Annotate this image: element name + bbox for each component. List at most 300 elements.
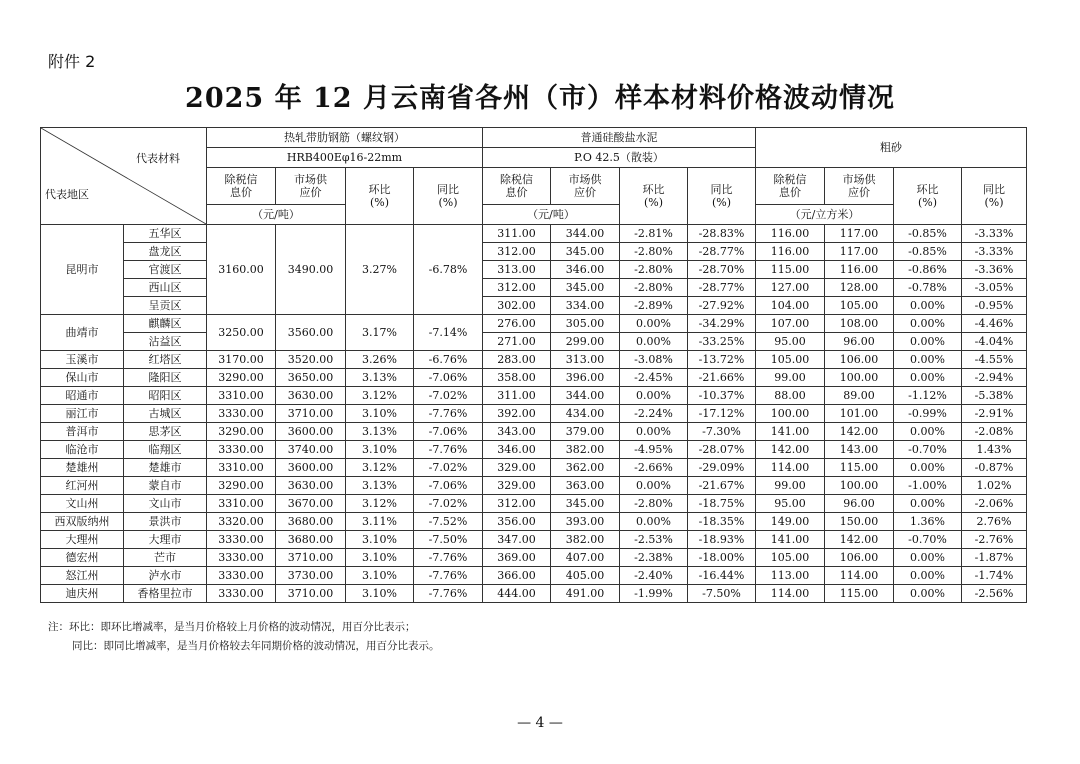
cement-market-cell: 393.00 <box>551 513 620 531</box>
steel-tax-cell: 3310.00 <box>207 495 276 513</box>
sand-tax-cell: 104.00 <box>756 297 825 315</box>
cement-mom-cell: 0.00% <box>620 387 688 405</box>
steel-tax-cell: 3330.00 <box>207 405 276 423</box>
cement-market-cell: 305.00 <box>551 315 620 333</box>
header-line: 市场供 <box>842 172 876 186</box>
sand-mom-cell: -0.86% <box>894 261 962 279</box>
steel-mom-cell: 3.26% <box>346 351 414 369</box>
cement-market-cell: 334.00 <box>551 297 620 315</box>
steel-yoy-cell: -7.76% <box>414 585 483 603</box>
city-cell: 西双版纳州 <box>41 513 124 531</box>
cement-tax-cell: 356.00 <box>483 513 551 531</box>
steel-market-cell: 3740.00 <box>276 441 346 459</box>
cement-tax-cell: 369.00 <box>483 549 551 567</box>
district-cell: 大理市 <box>124 531 207 549</box>
sand-tax-cell: 142.00 <box>756 441 825 459</box>
district-cell: 临翔区 <box>124 441 207 459</box>
sand-market-cell: 108.00 <box>825 315 894 333</box>
sand-yoy-cell: -3.33% <box>962 225 1027 243</box>
cement-tax-cell: 312.00 <box>483 243 551 261</box>
sand-market-cell: 128.00 <box>825 279 894 297</box>
sand-yoy-cell: -4.04% <box>962 333 1027 351</box>
attachment-label: 附件 2 <box>48 52 96 71</box>
steel-yoy-cell: -7.02% <box>414 495 483 513</box>
cement-market-cell: 346.00 <box>551 261 620 279</box>
sand-market-cell: 143.00 <box>825 441 894 459</box>
city-cell: 楚雄州 <box>41 459 124 477</box>
sand-mom-cell: -1.12% <box>894 387 962 405</box>
sand-unit-header <box>756 205 894 225</box>
unit-label: （元/立方米） <box>789 207 860 221</box>
steel-yoy-cell: -7.06% <box>414 423 483 441</box>
steel-yoy-header <box>414 168 483 225</box>
cement-yoy-cell: -13.72% <box>688 351 756 369</box>
city-cell: 昆明市 <box>41 225 124 315</box>
cement-yoy-cell: -27.92% <box>688 297 756 315</box>
header-line: (%) <box>369 196 390 209</box>
sand-market-cell: 150.00 <box>825 513 894 531</box>
cement-yoy-cell: -28.83% <box>688 225 756 243</box>
steel-market-cell: 3630.00 <box>276 387 346 405</box>
cement-tax-cell: 346.00 <box>483 441 551 459</box>
cement-mom-cell: -2.80% <box>620 495 688 513</box>
district-cell: 蒙自市 <box>124 477 207 495</box>
cement-tax-cell: 392.00 <box>483 405 551 423</box>
cement-tax-cell: 276.00 <box>483 315 551 333</box>
header-line: (%) <box>643 196 664 209</box>
district-cell: 思茅区 <box>124 423 207 441</box>
steel-mom-cell: 3.10% <box>346 531 414 549</box>
cement-tax-cell: 444.00 <box>483 585 551 603</box>
cement-mom-cell: 0.00% <box>620 333 688 351</box>
sand-mom-cell: 1.36% <box>894 513 962 531</box>
steel-mom-cell: 3.10% <box>346 549 414 567</box>
steel-market-cell: 3710.00 <box>276 549 346 567</box>
city-cell: 丽江市 <box>41 405 124 423</box>
sand-yoy-cell: -2.76% <box>962 531 1027 549</box>
sand-tax-cell: 99.00 <box>756 477 825 495</box>
sand-tax-cell: 95.00 <box>756 333 825 351</box>
unit-label: （元/吨） <box>252 207 300 221</box>
sand-mom-cell: 0.00% <box>894 423 962 441</box>
sand-mom-cell: 0.00% <box>894 495 962 513</box>
header-line: 同比 <box>983 182 1005 196</box>
cement-market-cell: 407.00 <box>551 549 620 567</box>
city-cell: 临沧市 <box>41 441 124 459</box>
sand-mom-cell: -0.78% <box>894 279 962 297</box>
table-row <box>41 585 1027 603</box>
cement-yoy-cell: -7.50% <box>688 585 756 603</box>
table-row <box>41 567 1027 585</box>
steel-tax-cell: 3310.00 <box>207 387 276 405</box>
steel-tax-cell: 3320.00 <box>207 513 276 531</box>
steel-mom-cell: 3.10% <box>346 585 414 603</box>
sand-market-cell: 115.00 <box>825 459 894 477</box>
sand-mom-header <box>894 168 962 225</box>
header-line: 除税信 <box>773 172 807 186</box>
sand-market-cell: 142.00 <box>825 423 894 441</box>
footnote-yoy: 同比：即同比增减率，是当月价格较去年同期价格的波动情况，用百分比表示。 <box>72 640 440 652</box>
group-steel-spec: HRB400Eφ16-22mm <box>207 148 483 168</box>
city-cell: 普洱市 <box>41 423 124 441</box>
steel-tax-cell: 3160.00 <box>207 225 276 315</box>
cement-mom-cell: -1.99% <box>620 585 688 603</box>
district-cell: 麒麟区 <box>124 315 207 333</box>
steel-market-cell: 3710.00 <box>276 585 346 603</box>
group-cement-name: 普通硅酸盐水泥 <box>483 128 756 148</box>
city-cell: 迪庆州 <box>41 585 124 603</box>
steel-tax-cell: 3290.00 <box>207 369 276 387</box>
city-cell: 怒江州 <box>41 567 124 585</box>
header-line: 环比 <box>642 182 665 196</box>
cement-yoy-cell: -21.66% <box>688 369 756 387</box>
sand-tax-cell: 107.00 <box>756 315 825 333</box>
sand-yoy-header <box>962 168 1027 225</box>
cement-tax-cell: 358.00 <box>483 369 551 387</box>
sand-yoy-cell: -3.05% <box>962 279 1027 297</box>
cement-mom-cell: -2.89% <box>620 297 688 315</box>
steel-mom-cell: 3.10% <box>346 567 414 585</box>
steel-market-price-header <box>276 168 346 205</box>
cement-market-cell: 345.00 <box>551 495 620 513</box>
steel-yoy-cell: -6.76% <box>414 351 483 369</box>
steel-mom-cell: 3.10% <box>346 441 414 459</box>
cement-yoy-cell: -16.44% <box>688 567 756 585</box>
steel-tax-price-header <box>207 168 276 205</box>
district-cell: 景洪市 <box>124 513 207 531</box>
sand-market-cell: 96.00 <box>825 333 894 351</box>
cement-tax-cell: 312.00 <box>483 495 551 513</box>
steel-unit-header <box>207 205 346 225</box>
sand-yoy-cell: -2.94% <box>962 369 1027 387</box>
city-cell: 大理州 <box>41 531 124 549</box>
cement-mom-cell: -2.24% <box>620 405 688 423</box>
city-cell: 德宏州 <box>41 549 124 567</box>
steel-mom-cell: 3.12% <box>346 459 414 477</box>
steel-yoy-cell: -7.50% <box>414 531 483 549</box>
cement-yoy-cell: -21.67% <box>688 477 756 495</box>
steel-mom-cell: 3.17% <box>346 315 414 351</box>
sand-yoy-cell: -4.55% <box>962 351 1027 369</box>
table-row <box>41 333 1027 351</box>
header-line: (%) <box>984 196 1004 209</box>
steel-yoy-cell: -7.02% <box>414 387 483 405</box>
steel-yoy-cell: -7.76% <box>414 405 483 423</box>
sand-tax-cell: 127.00 <box>756 279 825 297</box>
sand-market-cell: 114.00 <box>825 567 894 585</box>
sand-mom-cell: -0.70% <box>894 441 962 459</box>
group-steel-name: 热轧带肋钢筋（螺纹钢） <box>207 128 483 148</box>
cement-market-cell: 379.00 <box>551 423 620 441</box>
steel-mom-cell: 3.13% <box>346 423 414 441</box>
cement-yoy-cell: -28.70% <box>688 261 756 279</box>
header-line: 息价 <box>505 186 528 199</box>
cement-mom-cell: -2.40% <box>620 567 688 585</box>
sand-tax-cell: 114.00 <box>756 585 825 603</box>
cement-tax-cell: 329.00 <box>483 477 551 495</box>
header-line: 市场供 <box>294 172 327 186</box>
sand-mom-cell: 0.00% <box>894 351 962 369</box>
cement-tax-cell: 343.00 <box>483 423 551 441</box>
sand-yoy-cell: -0.95% <box>962 297 1027 315</box>
sand-market-cell: 105.00 <box>825 297 894 315</box>
table-row <box>41 243 1027 261</box>
steel-tax-cell: 3330.00 <box>207 549 276 567</box>
sand-tax-cell: 105.00 <box>756 351 825 369</box>
cement-mom-cell: 0.00% <box>620 513 688 531</box>
steel-tax-cell: 3330.00 <box>207 531 276 549</box>
table-row <box>41 477 1027 495</box>
cement-market-cell: 313.00 <box>551 351 620 369</box>
district-cell: 西山区 <box>124 279 207 297</box>
sand-yoy-cell: -0.87% <box>962 459 1027 477</box>
table-row <box>41 387 1027 405</box>
table-row <box>41 297 1027 315</box>
cement-tax-cell: 366.00 <box>483 567 551 585</box>
cement-yoy-cell: -29.09% <box>688 459 756 477</box>
cement-market-cell: 382.00 <box>551 531 620 549</box>
sand-mom-cell: -0.99% <box>894 405 962 423</box>
city-cell: 曲靖市 <box>41 315 124 351</box>
cement-mom-cell: -4.95% <box>620 441 688 459</box>
steel-mom-header <box>346 168 414 225</box>
cement-mom-cell: -2.81% <box>620 225 688 243</box>
sand-yoy-cell: -3.36% <box>962 261 1027 279</box>
cement-yoy-cell: -34.29% <box>688 315 756 333</box>
cement-mom-cell: -2.45% <box>620 369 688 387</box>
cement-yoy-cell: -33.25% <box>688 333 756 351</box>
unit-label: （元/吨） <box>527 207 575 221</box>
district-cell: 红塔区 <box>124 351 207 369</box>
cement-tax-cell: 311.00 <box>483 225 551 243</box>
cement-market-cell: 382.00 <box>551 441 620 459</box>
steel-market-cell: 3680.00 <box>276 531 346 549</box>
table-row <box>41 441 1027 459</box>
sand-yoy-cell: -3.33% <box>962 243 1027 261</box>
steel-mom-cell: 3.13% <box>346 477 414 495</box>
steel-mom-cell: 3.12% <box>346 495 414 513</box>
table-row <box>41 459 1027 477</box>
cement-yoy-cell: -18.00% <box>688 549 756 567</box>
sand-yoy-cell: -2.06% <box>962 495 1027 513</box>
sand-market-cell: 100.00 <box>825 477 894 495</box>
sand-mom-cell: 0.00% <box>894 549 962 567</box>
steel-yoy-cell: -7.14% <box>414 315 483 351</box>
table-row <box>41 549 1027 567</box>
city-cell: 玉溪市 <box>41 351 124 369</box>
district-cell: 官渡区 <box>124 261 207 279</box>
steel-tax-cell: 3250.00 <box>207 315 276 351</box>
cement-yoy-cell: -28.77% <box>688 243 756 261</box>
sand-mom-cell: -0.85% <box>894 243 962 261</box>
city-cell: 保山市 <box>41 369 124 387</box>
sand-yoy-cell: -4.46% <box>962 315 1027 333</box>
sand-tax-cell: 105.00 <box>756 549 825 567</box>
cement-yoy-header <box>688 168 756 225</box>
sand-mom-cell: 0.00% <box>894 369 962 387</box>
sand-yoy-cell: 1.02% <box>962 477 1027 495</box>
steel-market-cell: 3600.00 <box>276 459 346 477</box>
steel-market-cell: 3600.00 <box>276 423 346 441</box>
page-number: — 4 — <box>517 715 563 731</box>
district-cell: 香格里拉市 <box>124 585 207 603</box>
cement-tax-cell: 271.00 <box>483 333 551 351</box>
cement-unit-header <box>483 205 620 225</box>
cement-yoy-cell: -18.93% <box>688 531 756 549</box>
cement-mom-cell: -2.53% <box>620 531 688 549</box>
steel-market-cell: 3520.00 <box>276 351 346 369</box>
group-sand-name: 粗砂 <box>756 128 1027 168</box>
district-cell: 盘龙区 <box>124 243 207 261</box>
sand-yoy-cell: -2.91% <box>962 405 1027 423</box>
steel-market-cell: 3730.00 <box>276 567 346 585</box>
steel-market-cell: 3710.00 <box>276 405 346 423</box>
header-line: (%) <box>438 196 458 209</box>
sand-mom-cell: 0.00% <box>894 459 962 477</box>
steel-yoy-cell: -7.06% <box>414 477 483 495</box>
district-cell: 沾益区 <box>124 333 207 351</box>
steel-tax-cell: 3330.00 <box>207 585 276 603</box>
cement-mom-cell: -2.80% <box>620 279 688 297</box>
header-line: 应价 <box>299 186 322 199</box>
district-cell: 古城区 <box>124 405 207 423</box>
steel-market-cell: 3650.00 <box>276 369 346 387</box>
steel-market-cell: 3560.00 <box>276 315 346 351</box>
sand-market-cell: 101.00 <box>825 405 894 423</box>
sand-market-cell: 142.00 <box>825 531 894 549</box>
city-cell: 文山州 <box>41 495 124 513</box>
sand-market-price-header <box>825 168 894 205</box>
cement-market-cell: 396.00 <box>551 369 620 387</box>
steel-yoy-cell: -7.76% <box>414 567 483 585</box>
cement-market-cell: 344.00 <box>551 225 620 243</box>
sand-tax-cell: 116.00 <box>756 243 825 261</box>
price-table <box>40 127 1027 603</box>
sand-yoy-cell: 1.43% <box>962 441 1027 459</box>
cement-mom-cell: 0.00% <box>620 315 688 333</box>
sand-tax-cell: 100.00 <box>756 405 825 423</box>
cement-mom-cell: 0.00% <box>620 477 688 495</box>
sand-market-cell: 100.00 <box>825 369 894 387</box>
header-line: 息价 <box>779 186 801 199</box>
sand-mom-cell: 0.00% <box>894 585 962 603</box>
cement-tax-cell: 329.00 <box>483 459 551 477</box>
cement-market-cell: 491.00 <box>551 585 620 603</box>
steel-mom-cell: 3.11% <box>346 513 414 531</box>
diagonal-line <box>41 128 206 224</box>
sand-yoy-cell: 2.76% <box>962 513 1027 531</box>
steel-yoy-cell: -7.76% <box>414 441 483 459</box>
steel-tax-cell: 3290.00 <box>207 477 276 495</box>
cement-yoy-cell: -28.77% <box>688 279 756 297</box>
footnote-mom: 注：环比：即环比增减率，是当月价格较上月价格的波动情况，用百分比表示； <box>48 621 416 633</box>
sand-market-cell: 117.00 <box>825 243 894 261</box>
cement-mom-cell: -3.08% <box>620 351 688 369</box>
table-row <box>41 351 1027 369</box>
cement-yoy-cell: -28.07% <box>688 441 756 459</box>
header-line: 除税信 <box>500 172 533 186</box>
cement-market-cell: 405.00 <box>551 567 620 585</box>
steel-market-cell: 3680.00 <box>276 513 346 531</box>
table-row <box>41 495 1027 513</box>
cement-market-cell: 344.00 <box>551 387 620 405</box>
sand-market-cell: 106.00 <box>825 351 894 369</box>
sand-mom-cell: 0.00% <box>894 315 962 333</box>
city-cell: 红河州 <box>41 477 124 495</box>
sand-tax-cell: 141.00 <box>756 531 825 549</box>
cement-yoy-cell: -18.35% <box>688 513 756 531</box>
table-row <box>41 279 1027 297</box>
cement-yoy-cell: -17.12% <box>688 405 756 423</box>
sand-tax-cell: 116.00 <box>756 225 825 243</box>
cement-mom-header <box>620 168 688 225</box>
cement-market-price-header <box>551 168 620 205</box>
city-cell: 昭通市 <box>41 387 124 405</box>
sand-tax-cell: 115.00 <box>756 261 825 279</box>
steel-mom-cell: 3.13% <box>346 369 414 387</box>
table-row <box>41 423 1027 441</box>
header-line: 应价 <box>848 186 870 199</box>
sand-yoy-cell: -2.56% <box>962 585 1027 603</box>
sand-tax-cell: 99.00 <box>756 369 825 387</box>
page-title: 2025 年 12 月云南省各州（市）样本材料价格波动情况 <box>185 83 895 114</box>
cement-tax-cell: 313.00 <box>483 261 551 279</box>
sand-tax-cell: 95.00 <box>756 495 825 513</box>
steel-yoy-cell: -7.52% <box>414 513 483 531</box>
sand-mom-cell: -0.70% <box>894 531 962 549</box>
sand-market-cell: 117.00 <box>825 225 894 243</box>
district-cell: 楚雄市 <box>124 459 207 477</box>
sand-mom-cell: -1.00% <box>894 477 962 495</box>
steel-tax-cell: 3310.00 <box>207 459 276 477</box>
header-line: 除税信 <box>224 172 258 186</box>
sand-tax-price-header <box>756 168 825 205</box>
cement-yoy-cell: -18.75% <box>688 495 756 513</box>
steel-yoy-cell: -7.02% <box>414 459 483 477</box>
cement-mom-cell: -2.66% <box>620 459 688 477</box>
header-line: 同比 <box>710 182 733 196</box>
steel-tax-cell: 3290.00 <box>207 423 276 441</box>
steel-tax-cell: 3170.00 <box>207 351 276 369</box>
cement-tax-cell: 311.00 <box>483 387 551 405</box>
sand-tax-cell: 141.00 <box>756 423 825 441</box>
steel-mom-cell: 3.12% <box>346 387 414 405</box>
sand-yoy-cell: -2.08% <box>962 423 1027 441</box>
cement-yoy-cell: -7.30% <box>688 423 756 441</box>
sand-mom-cell: -0.85% <box>894 225 962 243</box>
district-cell: 五华区 <box>124 225 207 243</box>
cement-yoy-cell: -10.37% <box>688 387 756 405</box>
cement-tax-cell: 302.00 <box>483 297 551 315</box>
district-cell: 昭阳区 <box>124 387 207 405</box>
steel-yoy-cell: -7.76% <box>414 549 483 567</box>
material-axis-label: 代表材料 <box>136 152 180 165</box>
steel-yoy-cell: -6.78% <box>414 225 483 315</box>
steel-tax-cell: 3330.00 <box>207 567 276 585</box>
header-line: 市场供 <box>568 172 602 186</box>
header-line: 应价 <box>574 186 596 199</box>
cement-tax-cell: 312.00 <box>483 279 551 297</box>
cement-market-cell: 363.00 <box>551 477 620 495</box>
table-row <box>41 315 1027 333</box>
table-row <box>41 261 1027 279</box>
cement-tax-cell: 347.00 <box>483 531 551 549</box>
cement-market-cell: 362.00 <box>551 459 620 477</box>
steel-tax-cell: 3330.00 <box>207 441 276 459</box>
cement-mom-cell: -2.80% <box>620 261 688 279</box>
steel-market-cell: 3670.00 <box>276 495 346 513</box>
sand-tax-cell: 149.00 <box>756 513 825 531</box>
